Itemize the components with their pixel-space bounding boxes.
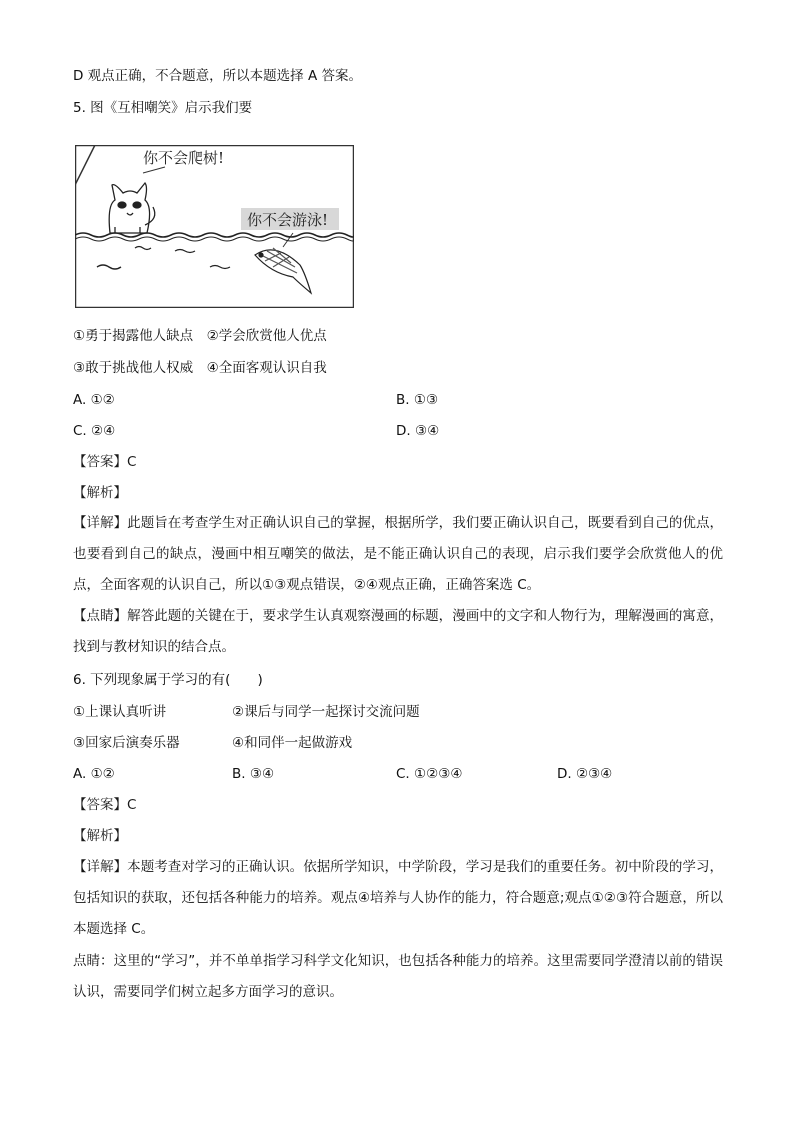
q6-statement-1: ①上课认真听讲 bbox=[73, 704, 167, 720]
q6-statement-2: ②课后与同学一起探讨交流问题 bbox=[232, 704, 420, 720]
fish-speech: 你不会游泳! bbox=[247, 211, 329, 229]
q6-analysis-label: 【解析】 bbox=[73, 828, 127, 844]
q5-detail-paragraph: 【详解】此题旨在考查学生对正确认识自己的掌握，根据所学，我们要正确认识自己，既要看到自己的优点，也要看到自己的缺点，漫画中相互嘲笑的做法，是不能正确认识自己的表现，启示我们要学会欣赏他人的优点，全面客观的认识自己，所以①③观点错误，②④观点正确，正确答案选 C。 bbox=[73, 515, 723, 593]
cat-speech: 你不会爬树! bbox=[143, 149, 225, 167]
question-6-stem: 6. 下列现象属于学习的有( ) bbox=[73, 672, 263, 688]
q6-detail-paragraph: 【详解】本题考查对学习的正确认识。依据所学知识，中学阶段，学习是我们的重要任务。初中阶段的学习，包括知识的获取，还包括各种能力的培养。观点④培养与人协作的能力，符合题意;观点①②③符合题意，所以本题选择 C。 bbox=[73, 859, 723, 937]
q5-option-a[interactable]: A. ①② bbox=[73, 392, 115, 408]
q6-option-d[interactable]: D. ②③④ bbox=[557, 766, 613, 782]
q6-option-b[interactable]: B. ③④ bbox=[232, 766, 275, 782]
q5-option-d[interactable]: D. ③④ bbox=[396, 423, 440, 439]
q5-analysis-label: 【解析】 bbox=[73, 485, 127, 501]
q6-option-a[interactable]: A. ①② bbox=[73, 766, 115, 782]
q6-option-c[interactable]: C. ①②③④ bbox=[396, 766, 463, 782]
q5-tip-paragraph: 【点睛】解答此题的关键在于，要求学生认真观察漫画的标题，漫画中的文字和人物行为，理解漫画的寓意，找到与教材知识的结合点。 bbox=[73, 608, 723, 655]
q5-statement-row-1: ①勇于揭露他人缺点 ②学会欣赏他人优点 bbox=[73, 328, 327, 344]
cartoon-mutual-mockery bbox=[75, 145, 354, 308]
text-line: D 观点正确，不合题意，所以本题选择 A 答案。 bbox=[73, 68, 363, 84]
q5-statement-row-2: ③敢于挑战他人权威 ④全面客观认识自我 bbox=[73, 360, 327, 376]
question-5-stem: 5. 图《互相嘲笑》启示我们要 bbox=[73, 100, 253, 116]
q5-option-b[interactable]: B. ①③ bbox=[396, 392, 439, 408]
q5-option-c[interactable]: C. ②④ bbox=[73, 423, 116, 439]
q6-answer: 【答案】C bbox=[73, 797, 137, 813]
q6-statement-3: ③回家后演奏乐器 bbox=[73, 735, 180, 751]
q6-tip-paragraph: 点睛：这里的“学习”，并不单单指学习科学文化知识，也包括各种能力的培养。这里需要同学澄清以前的错误认识，需要同学们树立起多方面学习的意识。 bbox=[73, 953, 723, 1000]
q5-answer: 【答案】C bbox=[73, 454, 137, 470]
q6-statement-4: ④和同伴一起做游戏 bbox=[232, 735, 353, 751]
